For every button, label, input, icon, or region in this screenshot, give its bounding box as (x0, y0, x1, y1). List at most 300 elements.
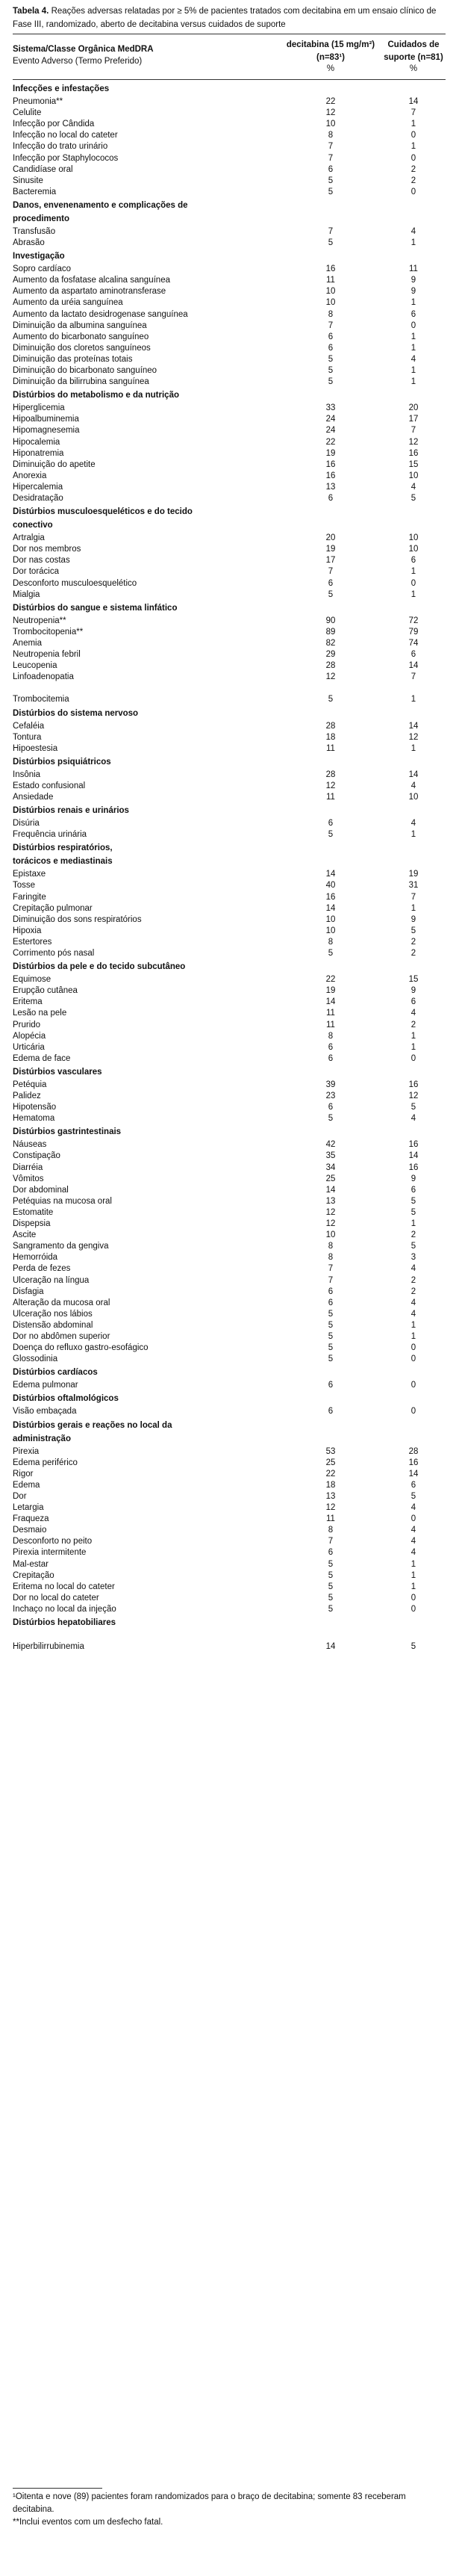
row-label: Constipação (13, 1151, 60, 1161)
row-value-support: 7 (410, 426, 416, 436)
section-title: conectivo (13, 521, 53, 530)
row-label: Abrasão (13, 238, 45, 247)
row-value-decitabine: 5 (328, 1570, 334, 1580)
table-row (13, 493, 446, 504)
row-label: Diminuição dos cloretos sanguíneos (13, 343, 151, 353)
row-value-decitabine: 6 (328, 1287, 334, 1296)
row-label: Dor nos membros (13, 545, 81, 554)
row-value-support: 1 (410, 695, 416, 705)
row-value-support: 14 (408, 661, 419, 671)
row-value-support: 1 (410, 1042, 416, 1052)
row-label: Aumento da uréia sanguínea (13, 298, 123, 308)
table-row (13, 187, 446, 198)
table-row (13, 130, 446, 141)
row-value-decitabine: 7 (328, 567, 334, 577)
row-value-decitabine: 5 (328, 1354, 334, 1364)
table-row (13, 627, 446, 638)
row-label: Palidez (13, 1092, 41, 1100)
row-value-decitabine: 40 (325, 881, 336, 891)
row-label: Diminuição dos sons respiratórios (13, 914, 142, 924)
row-value-support: 4 (410, 482, 416, 492)
row-value-support: 5 (410, 1491, 416, 1501)
header-col1-line2: (n=83¹) (316, 53, 346, 62)
table-row (13, 1491, 446, 1502)
row-value-decitabine: 5 (328, 354, 334, 364)
row-value-support: 0 (410, 1593, 416, 1603)
row-value-decitabine: 5 (328, 366, 334, 375)
table-row (13, 448, 446, 459)
table-row (13, 1343, 446, 1354)
row-value-decitabine: 53 (325, 1446, 336, 1456)
table-row (13, 1593, 446, 1604)
section-title: Distúrbios do sistema nervoso (13, 708, 139, 718)
row-value-decitabine: 5 (328, 830, 334, 840)
row-value-support: 79 (408, 627, 419, 637)
row-value-decitabine: 24 (325, 415, 336, 424)
table-row (13, 1263, 446, 1275)
table-row (13, 1514, 446, 1525)
row-value-support: 1 (410, 142, 416, 152)
row-value-support: 0 (410, 1381, 416, 1390)
table-row (13, 309, 446, 321)
row-value-decitabine: 10 (325, 1230, 336, 1240)
section-title: Infecções e infestações (13, 84, 110, 93)
row-label: Pirexia intermitente (13, 1548, 87, 1558)
row-label: Hipocalemia (13, 437, 60, 447)
table-caption-label: Tabela 4. (13, 7, 49, 16)
row-label: Bacteremia (13, 187, 57, 196)
row-value-support: 4 (410, 1009, 416, 1018)
row-value-support: 1 (410, 1559, 416, 1569)
table-row (13, 1241, 446, 1252)
row-value-support: 4 (410, 354, 416, 364)
table-row (13, 974, 446, 985)
row-value-decitabine: 5 (328, 949, 334, 958)
row-label: Diminuição da bilirrubina sanguínea (13, 377, 149, 387)
table-row (13, 672, 446, 683)
row-value-support: 0 (410, 1354, 416, 1364)
footnote-rule (13, 2488, 102, 2489)
row-value-support: 2 (410, 949, 416, 958)
row-label: Dor no local do cateter (13, 1593, 99, 1603)
row-label: Equimose (13, 975, 51, 985)
row-label: Fraqueza (13, 1514, 49, 1524)
row-value-decitabine: 5 (328, 1332, 334, 1341)
row-label: Neutropenia** (13, 616, 66, 625)
row-label: Estado confusional (13, 781, 86, 790)
row-value-decitabine: 16 (325, 264, 336, 274)
header-event-label: Evento Adverso (Termo Preferido) (13, 57, 143, 66)
row-value-support: 0 (410, 321, 416, 330)
header-col1-line1: decitabina (15 mg/m²) (286, 40, 375, 49)
row-value-support: 16 (408, 1080, 419, 1089)
row-value-support: 16 (408, 448, 419, 458)
row-value-decitabine: 5 (328, 1593, 334, 1603)
row-value-decitabine: 7 (328, 153, 334, 163)
section-title: Distúrbios gastrintestinais (13, 1127, 122, 1137)
row-value-support: 11 (409, 264, 418, 274)
table-row (13, 914, 446, 926)
row-value-support: 4 (410, 819, 416, 829)
table-row (13, 1298, 446, 1309)
row-label: Infecção por Staphylococos (13, 153, 119, 163)
row-label: Petéquia (13, 1080, 47, 1089)
row-value-decitabine: 19 (325, 986, 336, 996)
table-row (13, 660, 446, 672)
row-value-support: 12 (408, 437, 419, 447)
table-row (13, 721, 446, 732)
row-label: Diminuição das proteínas totais (13, 354, 133, 364)
row-label: Diarréia (13, 1162, 43, 1172)
row-value-support: 2 (410, 1020, 416, 1030)
table-row (13, 275, 446, 286)
row-value-support: 5 (410, 926, 416, 935)
row-value-decitabine: 19 (325, 545, 336, 554)
section-title: administração (13, 1434, 71, 1443)
row-value-support: 0 (410, 1514, 416, 1524)
row-label: Edema de face (13, 1053, 71, 1063)
row-value-decitabine: 12 (325, 1207, 336, 1217)
row-value-support: 1 (410, 830, 416, 840)
row-value-decitabine: 42 (325, 1140, 336, 1150)
row-label: Linfoadenopatia (13, 672, 74, 682)
table-row (13, 1331, 446, 1343)
row-value-support: 74 (408, 638, 419, 648)
row-value-support: 1 (410, 332, 416, 341)
row-value-support: 4 (410, 226, 416, 236)
section-title: Distúrbios da pele e do tecido subcutâneo (13, 962, 186, 972)
row-label: Infecção por Cândida (13, 120, 95, 129)
row-label: Crepitação (13, 1570, 54, 1580)
row-value-support: 9 (410, 986, 416, 996)
row-label: Hipoxia (13, 926, 42, 935)
table-row (13, 414, 446, 425)
table-row (13, 1547, 446, 1558)
row-label: Sopro cardíaco (13, 264, 71, 274)
table-header-rule (13, 79, 446, 80)
footnote-2: **Inclui eventos com um desfecho fatal. (13, 2518, 163, 2527)
row-label: Tosse (13, 881, 36, 891)
section-title: Distúrbios gerais e reações no local da (13, 1420, 172, 1430)
row-value-decitabine: 22 (325, 437, 336, 447)
row-value-decitabine: 18 (325, 1480, 336, 1490)
table-row (13, 818, 446, 829)
row-value-support: 9 (410, 1174, 416, 1183)
row-value-decitabine: 6 (328, 578, 334, 588)
row-value-support: 72 (408, 616, 419, 625)
row-value-decitabine: 5 (328, 589, 334, 599)
row-value-decitabine: 90 (325, 616, 336, 625)
row-value-decitabine: 39 (325, 1080, 336, 1089)
footnote-1: ¹Oitenta e nove (89) pacientes foram randomizados para o braço de decitabina; somente 83 receberam decitabina. (13, 2492, 406, 2514)
table-row (13, 1174, 446, 1185)
row-value-support: 6 (410, 1185, 416, 1195)
row-value-decitabine: 5 (328, 1320, 334, 1330)
row-value-support: 14 (408, 721, 419, 731)
table-row (13, 332, 446, 343)
row-label: Aumento da lactato desidrogenase sanguínea (13, 309, 188, 319)
row-value-decitabine: 25 (325, 1458, 336, 1467)
row-value-decitabine: 6 (328, 1407, 334, 1417)
row-value-support: 4 (410, 1548, 416, 1558)
section-title: Distúrbios hepatobiliares (13, 1618, 116, 1627)
row-value-support: 2 (410, 176, 416, 185)
row-label: Diminuição do apetite (13, 459, 96, 469)
row-label: Trombocitemia (13, 695, 69, 705)
row-value-support: 15 (408, 459, 419, 469)
row-value-decitabine: 22 (325, 97, 336, 106)
table-row (13, 1480, 446, 1491)
table-row (13, 937, 446, 948)
row-value-decitabine: 5 (328, 377, 334, 387)
row-label: Dor no abdômen superior (13, 1332, 110, 1341)
row-value-decitabine: 23 (325, 1092, 336, 1100)
row-label: Insônia (13, 770, 41, 779)
table-row (13, 1287, 446, 1298)
row-label: Anorexia (13, 471, 47, 480)
row-value-decitabine: 8 (328, 1242, 334, 1251)
row-value-decitabine: 10 (325, 926, 336, 935)
table-row (13, 1320, 446, 1331)
table-row (13, 471, 446, 482)
row-value-support: 1 (410, 743, 416, 753)
table-row (13, 1380, 446, 1391)
table-row (13, 589, 446, 601)
row-label: Faringite (13, 892, 46, 902)
header-col2-line1: Cuidados de (387, 40, 440, 49)
table-row (13, 649, 446, 660)
row-value-decitabine: 19 (325, 448, 336, 458)
row-value-decitabine: 10 (325, 120, 336, 129)
row-value-decitabine: 5 (328, 1343, 334, 1353)
row-value-decitabine: 10 (325, 914, 336, 924)
row-value-decitabine: 5 (328, 1559, 334, 1569)
row-label: Hipomagnesemia (13, 426, 80, 436)
row-value-support: 5 (410, 1642, 416, 1652)
row-value-support: 10 (408, 471, 419, 480)
table-row (13, 555, 446, 566)
row-value-support: 28 (408, 1446, 419, 1456)
row-value-decitabine: 5 (328, 238, 334, 247)
section-title: Investigação (13, 252, 65, 261)
row-value-decitabine: 6 (328, 1548, 334, 1558)
section-title: torácicos e mediastinais (13, 857, 113, 867)
row-value-decitabine: 25 (325, 1174, 336, 1183)
section-title: Distúrbios cardíacos (13, 1368, 98, 1378)
row-label: Dor (13, 1491, 27, 1501)
row-value-decitabine: 22 (325, 975, 336, 985)
row-value-decitabine: 5 (328, 187, 334, 196)
row-value-decitabine: 6 (328, 819, 334, 829)
row-label: Edema periférico (13, 1458, 78, 1467)
row-value-support: 1 (410, 238, 416, 247)
table-row (13, 377, 446, 388)
row-value-support: 1 (410, 589, 416, 599)
row-value-support: 14 (408, 770, 419, 779)
table-row (13, 286, 446, 297)
row-value-decitabine: 12 (325, 781, 336, 790)
row-value-support: 0 (410, 187, 416, 196)
row-value-support: 1 (410, 343, 416, 353)
row-value-support: 7 (410, 892, 416, 902)
row-value-decitabine: 14 (325, 903, 336, 913)
row-value-support: 1 (410, 298, 416, 308)
section-title: procedimento (13, 214, 70, 223)
table-row (13, 781, 446, 792)
table-row (13, 1309, 446, 1320)
row-value-decitabine: 8 (328, 1526, 334, 1535)
row-value-decitabine: 28 (325, 661, 336, 671)
table-row (13, 1031, 446, 1042)
row-label: Hematoma (13, 1114, 55, 1124)
row-value-decitabine: 11 (326, 1009, 335, 1018)
row-label: Alopécia (13, 1031, 46, 1041)
section-title: Danos, envenenamento e complicações de (13, 200, 188, 210)
table-row (13, 1458, 446, 1469)
row-value-support: 1 (410, 1219, 416, 1228)
table-row (13, 1469, 446, 1480)
row-value-decitabine: 5 (328, 695, 334, 705)
table-row (13, 566, 446, 578)
row-label: Mal-estar (13, 1559, 49, 1569)
row-label: Crepitação pulmonar (13, 903, 93, 913)
section-title: Distúrbios oftalmológicos (13, 1394, 119, 1404)
table-row (13, 1151, 446, 1162)
table-row (13, 238, 446, 249)
table-row (13, 1252, 446, 1263)
row-label: Trombocitopenia** (13, 627, 84, 637)
row-value-support: 0 (410, 1343, 416, 1353)
row-value-support: 1 (410, 366, 416, 375)
row-value-support: 0 (410, 1604, 416, 1614)
row-label: Edema pulmonar (13, 1381, 78, 1390)
table-row (13, 770, 446, 781)
row-label: Mialgia (13, 589, 40, 599)
row-value-decitabine: 8 (328, 937, 334, 947)
row-value-decitabine: 6 (328, 164, 334, 174)
row-value-support: 31 (408, 881, 419, 891)
row-value-support: 5 (410, 494, 416, 503)
row-label: Frequência urinária (13, 830, 87, 840)
row-value-decitabine: 11 (326, 1514, 335, 1524)
row-value-support: 0 (410, 578, 416, 588)
row-value-support: 4 (410, 1114, 416, 1124)
row-value-support: 19 (408, 870, 419, 879)
row-value-decitabine: 5 (328, 1309, 334, 1319)
table-row (13, 985, 446, 997)
table-row (13, 354, 446, 365)
row-value-support: 16 (408, 1458, 419, 1467)
row-value-support: 14 (408, 1151, 419, 1161)
row-label: Petéquias na mucosa oral (13, 1196, 112, 1206)
row-value-support: 1 (410, 1031, 416, 1041)
row-value-support: 6 (410, 556, 416, 566)
row-label: Ansiedade (13, 793, 54, 802)
row-label: Desconforto no peito (13, 1537, 93, 1546)
row-label: Candidíase oral (13, 164, 73, 174)
row-value-support: 12 (408, 732, 419, 742)
row-value-decitabine: 6 (328, 1042, 334, 1052)
table-row (13, 578, 446, 589)
row-value-decitabine: 11 (326, 276, 335, 285)
row-value-support: 4 (410, 1309, 416, 1319)
table-row (13, 1162, 446, 1174)
table-row (13, 732, 446, 743)
row-value-support: 5 (410, 1103, 416, 1112)
row-value-support: 12 (408, 1092, 419, 1100)
row-value-support: 6 (410, 650, 416, 659)
row-value-decitabine: 35 (325, 1151, 336, 1161)
row-label: Infecção no local do cateter (13, 131, 118, 140)
row-label: Hiponatremia (13, 448, 64, 458)
table-row (13, 1113, 446, 1124)
section-title: Distúrbios psiquiátricos (13, 757, 111, 767)
row-value-decitabine: 14 (325, 870, 336, 879)
table-row (13, 1008, 446, 1019)
row-value-decitabine: 14 (325, 1642, 336, 1652)
row-label: Anemia (13, 638, 42, 648)
row-value-support: 16 (408, 1162, 419, 1172)
row-value-support: 9 (410, 276, 416, 285)
row-value-decitabine: 89 (325, 627, 336, 637)
row-value-support: 4 (410, 1526, 416, 1535)
table-row (13, 153, 446, 164)
row-value-support: 6 (410, 309, 416, 319)
row-value-support: 2 (410, 937, 416, 947)
row-label: Aumento do bicarbonato sanguíneo (13, 332, 149, 341)
row-value-support: 1 (410, 120, 416, 129)
row-value-decitabine: 10 (325, 298, 336, 308)
table-row (13, 903, 446, 914)
row-value-support: 9 (410, 914, 416, 924)
table-row (13, 1185, 446, 1196)
table-row (13, 1080, 446, 1091)
row-label: Visão embaçada (13, 1407, 77, 1417)
section-title: Distúrbios musculoesqueléticos e do tecido (13, 507, 193, 517)
row-value-decitabine: 7 (328, 142, 334, 152)
row-value-decitabine: 5 (328, 1582, 334, 1591)
table-row (13, 1207, 446, 1219)
row-value-decitabine: 12 (325, 1503, 336, 1512)
table-row (13, 1053, 446, 1065)
table-row (13, 425, 446, 436)
table-row (13, 892, 446, 903)
table-row (13, 869, 446, 880)
table-row (13, 1536, 446, 1547)
row-value-decitabine: 16 (325, 471, 336, 480)
row-label: Vômitos (13, 1174, 44, 1183)
table-row (13, 1219, 446, 1230)
table-row (13, 437, 446, 448)
row-value-decitabine: 34 (325, 1162, 336, 1172)
row-value-decitabine: 5 (328, 176, 334, 185)
table-row (13, 459, 446, 471)
row-label: Diminuição do bicarbonato sanguíneo (13, 366, 157, 375)
row-value-decitabine: 14 (325, 997, 336, 1007)
table-row (13, 533, 446, 544)
row-label: Estertores (13, 937, 52, 947)
table-row (13, 1525, 446, 1536)
table-row (13, 1604, 446, 1615)
row-value-support: 7 (410, 672, 416, 682)
row-value-decitabine: 20 (325, 533, 336, 543)
row-label: Eritema (13, 997, 43, 1007)
row-label: Náuseas (13, 1140, 47, 1150)
row-value-support: 0 (410, 131, 416, 140)
table-row (13, 264, 446, 275)
row-label: Letargia (13, 1503, 44, 1512)
row-value-decitabine: 24 (325, 426, 336, 436)
